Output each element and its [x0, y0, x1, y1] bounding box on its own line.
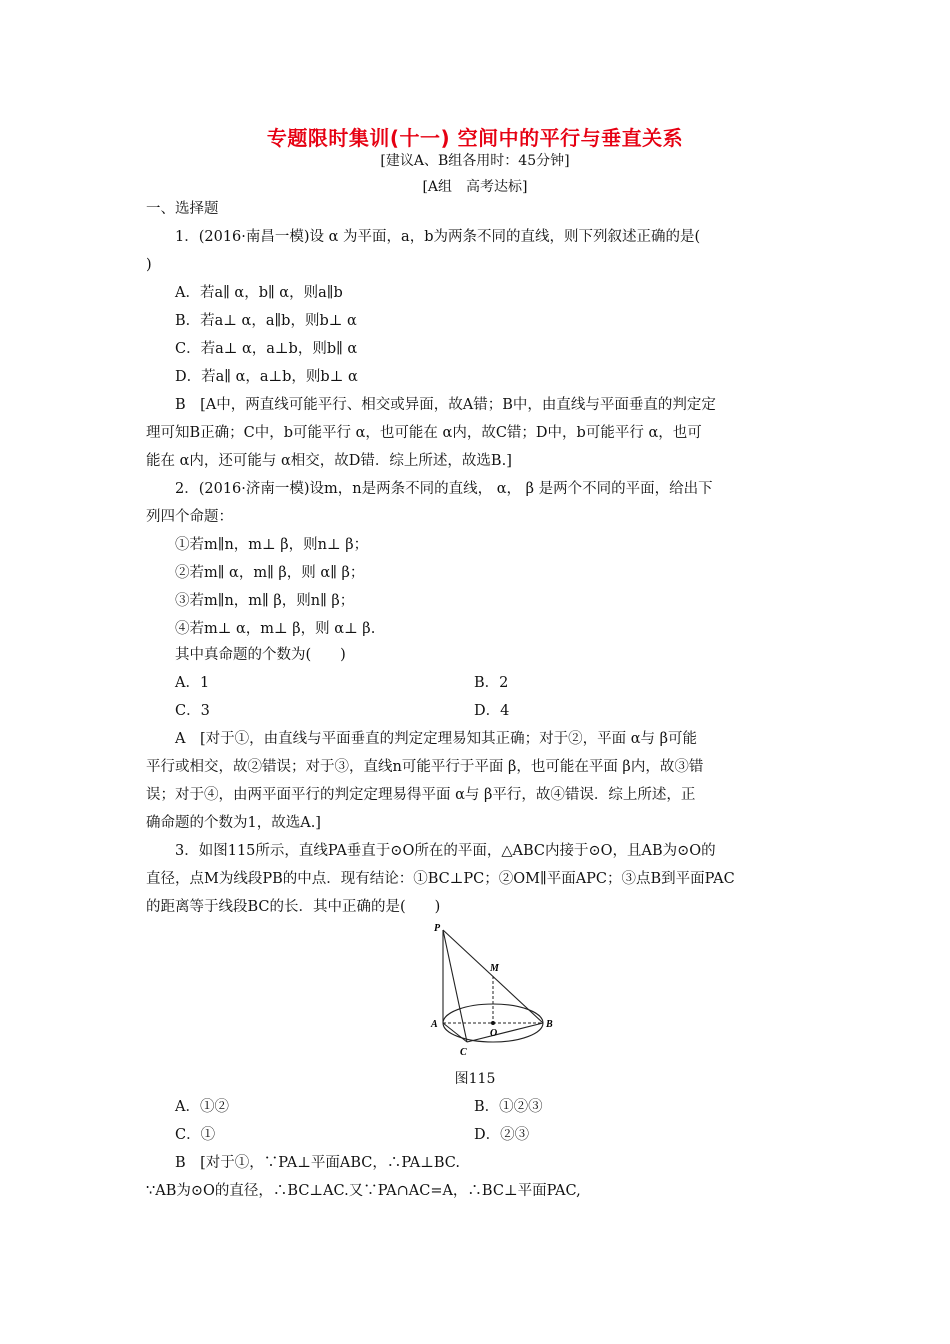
q2-option-c: C．3: [175, 703, 210, 719]
group-heading: [A组 高考达标]: [422, 179, 528, 195]
time-suggestion: [建议A、B组各用时：45分钟]: [380, 153, 570, 169]
segment-cb: [467, 1023, 543, 1042]
q3-option-b: B．①②③: [474, 1099, 543, 1115]
q2-option-b: B．2: [474, 675, 509, 691]
q2-answer-line3: 误；对于④，由两平面平行的判定定理易得平面 α与 β平行，故④错误．综上所述，正: [146, 787, 696, 803]
point-o: [491, 1021, 495, 1025]
q1-stem-line2: ): [146, 257, 152, 273]
q3-stem-line1: 3．如图115所示，直线PA垂直于⊙O所在的平面，△ABC内接于⊙O，且AB为⊙O的: [175, 843, 716, 859]
page-title: 专题限时集训(十一) 空间中的平行与垂直关系: [266, 126, 684, 150]
q2-option-a: A．1: [175, 675, 210, 691]
q1-option-a: A．若a∥ α，b∥ α，则a∥b: [175, 285, 343, 301]
q2-question: 其中真命题的个数为( ): [175, 647, 346, 663]
label-b: B: [546, 1019, 553, 1030]
q1-option-b: B．若a⊥ α，a∥b，则b⊥ α: [175, 313, 357, 329]
q1-answer-line1: B [A中，两直线可能平行、相交或异面，故A错；B中，由直线与平面垂直的判定定: [175, 397, 716, 413]
q1-answer-line3: 能在 α内，还可能与 α相交，故D错．综上所述，故选B.]: [146, 453, 512, 469]
label-o: O: [490, 1028, 498, 1039]
q2-proposition-2: ②若m∥ α，m∥ β，则 α∥ β；: [175, 565, 365, 581]
q3-option-d: D．②③: [474, 1127, 530, 1143]
q2-stem-line2: 列四个命题：: [146, 509, 233, 525]
q3-option-a: A．①②: [175, 1099, 229, 1115]
section-heading: 一、选择题: [146, 201, 219, 217]
q3-answer-line1: B [对于①，∵PA⊥平面ABC，∴PA⊥BC.: [175, 1155, 460, 1171]
q3-answer-line2: ∵AB为⊙O的直径，∴BC⊥AC.又∵PA∩AC=A，∴BC⊥平面PAC,: [146, 1183, 581, 1199]
label-c: C: [460, 1047, 467, 1058]
q3-stem-line2: 直径，点M为线段PB的中点．现有结论：①BC⊥PC；②OM∥平面APC；③点B到平面PAC: [146, 871, 735, 887]
q2-answer-line2: 平行或相交，故②错误；对于③，直线n可能平行于平面 β，也可能在平面 β内，故③错: [146, 759, 704, 775]
label-p: P: [434, 923, 441, 934]
geometry-figure: [420, 918, 570, 1060]
q2-proposition-3: ③若m∥n，m∥ β，则n∥ β；: [175, 593, 355, 609]
q2-option-d: D．4: [474, 703, 510, 719]
figure-caption: 图115: [454, 1071, 496, 1087]
q1-option-d: D．若a∥ α，a⊥b，则b⊥ α: [175, 369, 358, 385]
q2-answer-line4: 确命题的个数为1，故选A.]: [146, 815, 321, 831]
q1-option-c: C．若a⊥ α，a⊥b，则b∥ α: [175, 341, 358, 357]
q2-answer-line1: A [对于①，由直线与平面垂直的判定定理易知其正确；对于②，平面 α与 β可能: [175, 731, 698, 747]
q3-stem-line3: 的距离等于线段BC的长．其中正确的是( ): [146, 899, 441, 915]
q2-proposition-4: ④若m⊥ α，m⊥ β，则 α⊥ β.: [175, 621, 376, 637]
q1-answer-line2: 理可知B正确；C中，b可能平行 α，也可能在 α内，故C错；D中，b可能平行 α，也可: [146, 425, 702, 441]
label-a: A: [431, 1019, 438, 1030]
q1-stem-line1: 1．(2016·南昌一模)设 α 为平面，a，b为两条不同的直线，则下列叙述正确的是(: [175, 229, 701, 245]
q3-option-c: C．①: [175, 1127, 216, 1143]
label-m: M: [490, 963, 499, 974]
q2-proposition-1: ①若m∥n，m⊥ β，则n⊥ β；: [175, 537, 369, 553]
q2-stem-line1: 2．(2016·济南一模)设m，n是两条不同的直线， α， β 是两个不同的平面，给出下: [175, 481, 713, 497]
